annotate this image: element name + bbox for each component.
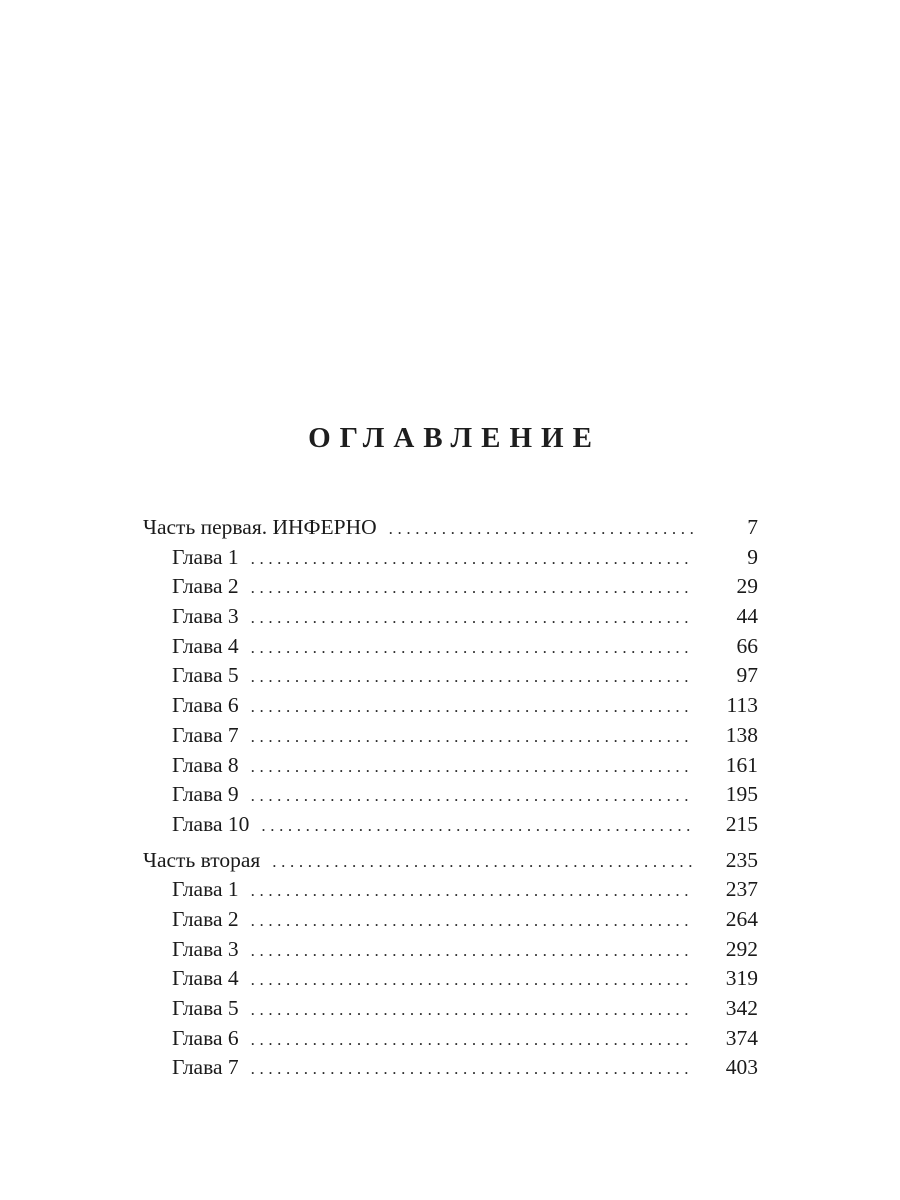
dot-leader <box>251 722 694 752</box>
toc-entry-label: Глава 6 <box>172 693 239 718</box>
toc-entry-label: Глава 2 <box>172 574 239 599</box>
dot-leader <box>389 514 694 544</box>
toc-entry-page: 97 <box>736 663 758 688</box>
dot-leader <box>272 847 694 877</box>
toc-part-2 <box>143 846 758 1084</box>
dot-leader <box>251 1054 694 1084</box>
toc-entry-page: 319 <box>725 966 758 991</box>
toc-entry-label: Глава 1 <box>172 877 239 902</box>
toc-entry-chapter <box>143 661 758 691</box>
toc-entry-page: 44 <box>736 604 758 629</box>
toc-entry-chapter <box>143 543 758 573</box>
toc-entry-page: 113 <box>726 693 758 718</box>
table-of-contents <box>143 513 758 1083</box>
toc-entry-page: 9 <box>747 544 758 569</box>
toc-part-1 <box>143 513 758 840</box>
dot-leader <box>251 603 694 633</box>
toc-entry-label: Глава 2 <box>172 906 239 931</box>
toc-entry-label: Глава 4 <box>172 966 239 991</box>
toc-entry-chapter <box>143 810 758 840</box>
toc-entry-page: 292 <box>725 936 758 961</box>
toc-entry-page: 235 <box>725 847 758 872</box>
toc-entry-chapter <box>143 1024 758 1054</box>
toc-entry-label: Глава 8 <box>172 752 239 777</box>
toc-entry-label: Часть вторая <box>143 847 261 872</box>
toc-entry-chapter <box>143 691 758 721</box>
toc-entry-label: Глава 1 <box>172 544 239 569</box>
toc-entry-chapter <box>143 964 758 994</box>
toc-entry-chapter <box>143 721 758 751</box>
toc-entry-page: 215 <box>725 811 758 836</box>
dot-leader <box>261 811 694 841</box>
toc-entry-page: 237 <box>725 877 758 902</box>
toc-entry-page: 29 <box>736 574 758 599</box>
toc-entry-page: 403 <box>725 1055 758 1080</box>
dot-leader <box>251 544 694 574</box>
toc-entry-chapter <box>143 780 758 810</box>
toc-entry-label: Глава 5 <box>172 996 239 1020</box>
page-title: ОГЛАВЛЕНИЕ <box>308 422 601 454</box>
dot-leader <box>251 965 694 995</box>
toc-entry-page: 161 <box>725 752 758 777</box>
toc-entry-part-1 <box>143 513 758 543</box>
toc-entry-page: 66 <box>736 633 758 658</box>
toc-entry-chapter <box>143 602 758 632</box>
toc-entry-page: 7 <box>747 515 758 539</box>
dot-leader <box>251 752 694 782</box>
toc-entry-page: 342 <box>725 996 758 1020</box>
toc-entry-chapter <box>143 994 758 1024</box>
dot-leader <box>251 1025 694 1055</box>
toc-entry-label: Глава 9 <box>172 782 239 807</box>
toc-entry-label: Глава 10 <box>172 811 250 836</box>
toc-entry-page: 374 <box>725 1025 758 1050</box>
toc-entry-label: Глава 3 <box>172 936 239 961</box>
dot-leader <box>251 662 694 692</box>
dot-leader <box>251 995 694 1025</box>
dot-leader <box>251 692 694 722</box>
toc-entry-chapter <box>143 572 758 602</box>
toc-entry-label: Глава 3 <box>172 604 239 629</box>
toc-entry-page: 138 <box>725 722 758 747</box>
toc-entry-chapter <box>143 632 758 662</box>
toc-entry-chapter <box>143 935 758 965</box>
toc-entry-label: Глава 4 <box>172 633 239 658</box>
toc-entry-chapter <box>143 875 758 905</box>
toc-entry-part-2 <box>143 846 758 876</box>
dot-leader <box>251 936 694 966</box>
dot-leader <box>251 633 694 663</box>
toc-entry-chapter <box>143 905 758 935</box>
toc-entry-chapter <box>143 1053 758 1083</box>
toc-entry-page: 195 <box>725 782 758 807</box>
dot-leader <box>251 906 694 936</box>
dot-leader <box>251 876 694 906</box>
toc-entry-label: Глава 5 <box>172 663 239 688</box>
toc-entry-label: Глава 6 <box>172 1025 239 1050</box>
toc-entry-label: Часть первая. ИНФЕРНО <box>143 515 377 539</box>
toc-entry-chapter <box>143 751 758 781</box>
dot-leader <box>251 573 694 603</box>
toc-entry-label: Глава 7 <box>172 722 239 747</box>
toc-entry-page: 264 <box>725 906 758 931</box>
toc-entry-label: Глава 7 <box>172 1055 239 1080</box>
dot-leader <box>251 781 694 811</box>
